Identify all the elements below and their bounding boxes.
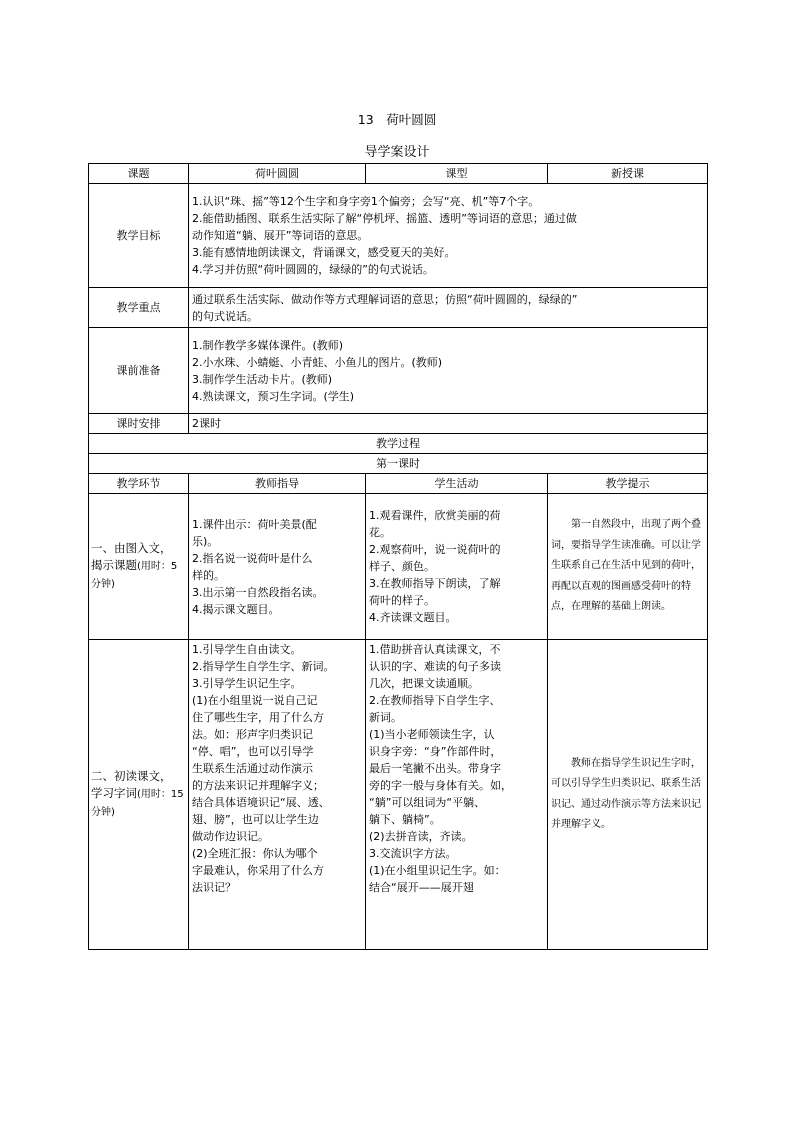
student-line: 3.在教师指导下朗读，了解	[369, 577, 501, 590]
student-line: 1.借助拼音认真读课文，不	[369, 643, 501, 656]
goal-line: 4.学习并仿照“荷叶圆圆的，绿绿的”的句式说话。	[192, 263, 434, 276]
student-line: (1)当小老师领读生字，认	[369, 728, 495, 741]
hint-line: 学生读准确。可以让学	[601, 539, 701, 551]
type-value: 新授课	[548, 164, 708, 184]
stage-line: 一、由图入文，	[91, 541, 172, 555]
period-row	[89, 454, 708, 474]
teacher-line: 法。如：形声字归类识记	[192, 728, 313, 741]
goal-line: 动作知道“躺、展开”等词语的意思。	[192, 229, 369, 242]
student-line: 4.齐读课文题目。	[369, 611, 457, 624]
column-header: 教学环节	[89, 474, 189, 494]
teacher-line: 1.课件出示：荷叶美景(配	[192, 517, 317, 531]
student-line: 花。	[369, 526, 391, 539]
schedule-label: 课时安排	[89, 414, 189, 434]
prep-label: 课前准备	[89, 328, 189, 414]
student-line: 识身字旁：“身”作部件时，	[369, 745, 502, 758]
info-row-course	[89, 164, 708, 184]
teacher-line: 住了哪些生字，用了什么方	[192, 711, 324, 724]
student-line: 最后一笔撇不出头。带身字	[369, 762, 501, 775]
lesson-title: 13 荷叶圆圆	[357, 112, 437, 127]
prep-cell	[189, 328, 708, 414]
goals-label: 教学目标	[89, 184, 189, 288]
student-line: 旁的字一般与身体有关。如，	[369, 779, 512, 792]
teacher-line: 2.指导学生自学生字、新词。	[192, 660, 335, 673]
student-line: 认识的字、难读的句子多读	[369, 660, 501, 673]
teacher-line: 样的。	[192, 568, 225, 582]
student-line: 3.交流识字方法。	[369, 847, 457, 860]
stage-line: 揭示课题	[91, 558, 137, 572]
teacher-line: 做动作边识记。	[192, 830, 269, 843]
stage-line: 二、初读课文，	[91, 769, 172, 783]
teacher-line: 翅、膀”，也可以让学生边	[192, 813, 319, 826]
hint-line: 识记、通过动作演示等	[551, 798, 651, 810]
stage-cell	[89, 494, 189, 640]
student-line: 躺下、躺椅”。	[369, 813, 441, 826]
stage-cell	[89, 640, 189, 950]
student-line: 几次，把课文读通顺。	[369, 677, 479, 690]
student-cell	[366, 640, 548, 950]
table-row	[89, 494, 708, 640]
student-cell	[366, 494, 548, 640]
info-row-schedule	[89, 414, 708, 434]
focus-line: 通过联系生活实际、做动作等方式理解词语的意思；仿照“荷叶圆圆的，绿绿的”	[192, 292, 578, 306]
teacher-line: 字最难认，你采用了什么方	[192, 864, 324, 877]
teacher-line: 4.揭示课文题目。	[192, 602, 280, 616]
column-header-row	[89, 474, 708, 494]
course-value: 荷叶圆圆	[189, 164, 366, 184]
type-label: 课型	[366, 164, 548, 184]
goal-line: 1.认识“珠、摇”等12个生字和身字旁1个偏旁；会写“亮、机”等7个字。	[192, 195, 540, 208]
student-line: 荷叶的样子。	[369, 594, 435, 607]
teacher-line: 乐)。	[192, 534, 219, 548]
student-line: 2.观察荷叶，说一说荷叶的	[369, 543, 501, 556]
teacher-cell	[189, 640, 366, 950]
teacher-line: 的方法来识记并理解字义；	[192, 779, 324, 792]
teacher-line: (1)在小组里说一说自己记	[192, 694, 318, 707]
goal-line: 3.能有感情地朗读课文，背诵课文，感受夏天的美好。	[192, 246, 456, 259]
hint-line: 现了两个叠词，要指导	[551, 519, 701, 551]
hint-line: 教师在指导学生识	[571, 757, 651, 769]
goals-cell	[189, 184, 708, 288]
hint-line: 记生字时，可以引导学	[551, 757, 701, 789]
teacher-line: (2)全班汇报：你认为哪个	[192, 847, 318, 860]
info-row-focus	[89, 288, 708, 328]
stage-line: 学习字词	[91, 786, 137, 800]
doc-title: 导学案设计	[364, 145, 430, 160]
student-line: 2.在教师指导下自学生字、	[369, 694, 501, 707]
column-header: 学生活动	[366, 474, 548, 494]
hint-cell	[548, 494, 708, 640]
teacher-line: 生联系生活通过动作演示	[192, 762, 313, 775]
hint-cell	[548, 640, 708, 950]
teacher-line: 1.引导学生自由读文。	[192, 643, 302, 656]
hint-line: 生归类识记、联系生活	[601, 778, 701, 789]
teacher-line: “停、唱”，也可以引导学	[192, 745, 314, 758]
prep-line: 3.制作学生活动卡片。(教师)	[192, 372, 333, 386]
teacher-line: 3.引导学生识记生字。	[192, 677, 302, 690]
focus-line: 的句式说话。	[192, 309, 258, 323]
schedule-value: 2课时	[189, 414, 708, 434]
prep-line: 4.熟读课文，预习生字词。(学生)	[192, 389, 355, 403]
student-line: 结合“展开——展开翅	[369, 881, 474, 894]
hint-line: 的图画感受荷叶的特点，	[551, 580, 691, 613]
teacher-line: 法识记？	[192, 881, 236, 894]
prep-line: 2.小水珠、小蜻蜓、小青蛙、小鱼儿的图片。(教师)	[192, 355, 443, 369]
student-line: (2)去拼音读，齐读。	[369, 830, 473, 843]
goal-line: 2.能借助插图、联系生活实际了解“停机坪、摇篮、透明”等词语的意思；通过做	[192, 212, 577, 225]
column-header: 教师指导	[189, 474, 366, 494]
section-row	[89, 434, 708, 454]
student-line: (1)在小组里识记生字。如：	[369, 864, 506, 877]
course-label: 课题	[89, 164, 189, 184]
hint-line: 在理解的基础上朗读。	[571, 601, 671, 613]
stage-time: (用时：5分钟)	[91, 561, 178, 590]
teacher-cell	[189, 494, 366, 640]
student-line: 样子、颜色。	[369, 560, 435, 573]
period-title: 第一课时	[89, 454, 708, 474]
section-title: 教学过程	[89, 434, 708, 454]
student-line: “躺”可以组词为“平躺、	[369, 796, 486, 809]
lesson-plan-table	[88, 163, 708, 950]
teacher-line: 2.指名说一说荷叶是什么	[192, 551, 313, 565]
stage-time: (用时：15分钟)	[91, 789, 184, 818]
table-row	[89, 640, 708, 950]
teacher-line: 结合具体语境识记“展、透、	[192, 796, 330, 809]
student-line: 1.观看课件，欣赏美丽的荷	[369, 509, 501, 522]
hint-line: 到的荷叶，再配以直观	[551, 560, 701, 592]
hint-line: 方法来识记并理解字义。	[551, 798, 701, 830]
focus-cell	[189, 288, 708, 328]
prep-line: 1.制作教学多媒体课件。(教师)	[192, 338, 344, 352]
column-header: 教学提示	[548, 474, 708, 494]
hint-line: 生联系自己在生活中见	[551, 560, 651, 572]
info-row-prep	[89, 328, 708, 414]
student-line: 新词。	[369, 711, 402, 724]
focus-label: 教学重点	[89, 288, 189, 328]
hint-line: 第一自然段中，出	[571, 519, 651, 531]
teacher-line: 3.出示第一自然段指名读。	[192, 585, 324, 599]
info-row-goals	[89, 184, 708, 288]
